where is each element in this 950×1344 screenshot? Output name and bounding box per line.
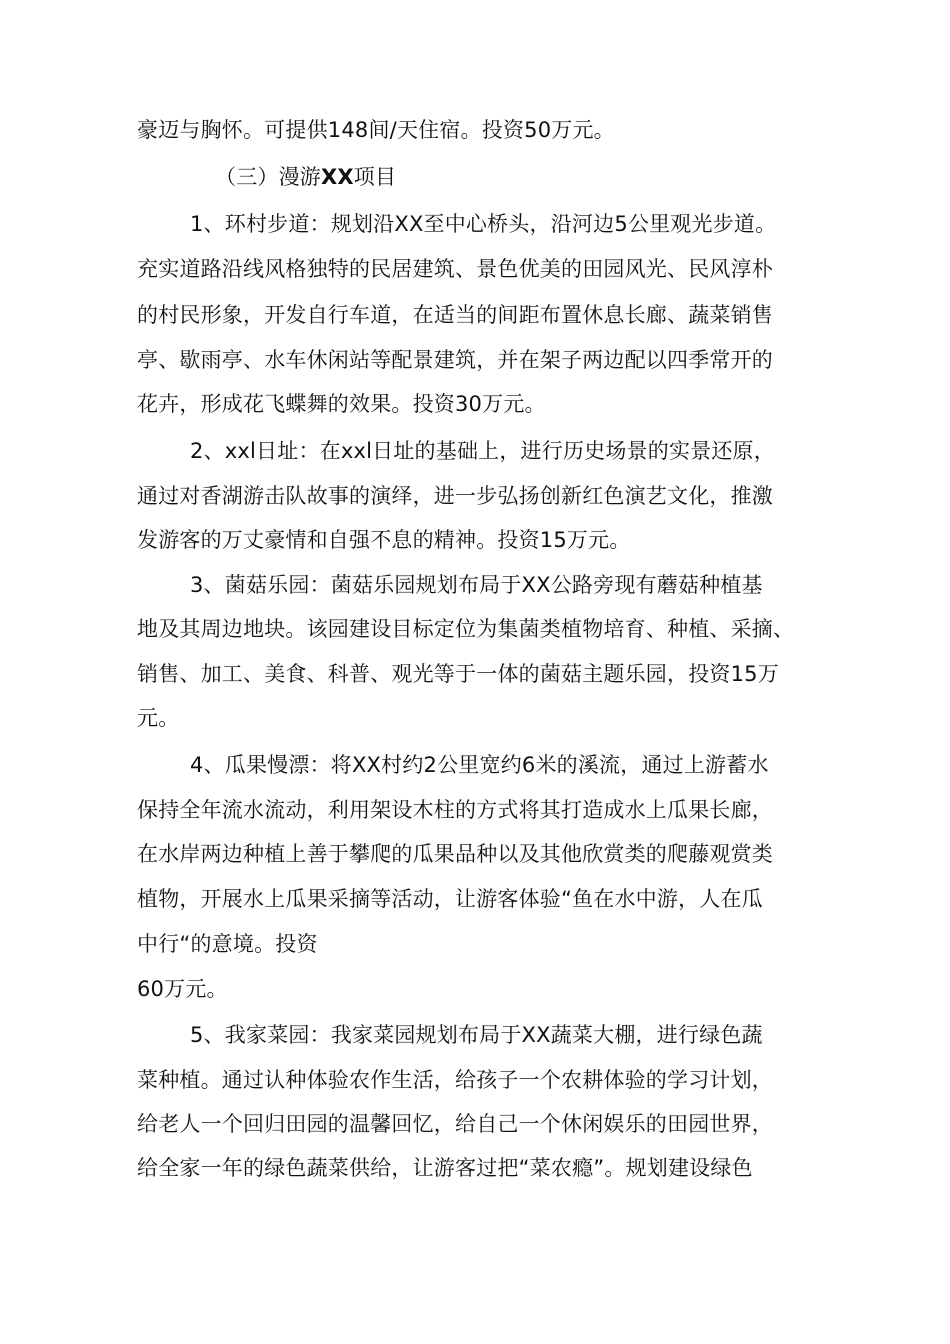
text-line: 4、瓜果慢漂：将XX村约2公里宽约6米的溪流，通过上游蓄水 [190, 753, 769, 777]
text-line: 3、菌菇乐园：菌菇乐园规划布局于XX公路旁现有蘑菇种植基 [190, 573, 763, 597]
text-line: 发游客的万丈豪情和自强不息的精神。投资15万元。 [137, 528, 631, 552]
text-line: 亭、歇雨亭、水车休闲站等配景建筑，并在架子两边配以四季常开的 [137, 348, 773, 372]
text-line: 地及其周边地块。该园建设目标定位为集菌类植物培育、种植、采摘、 [137, 617, 795, 641]
text-line: 豪迈与胸怀。可提供148间/天住宿。投资50万元。 [137, 118, 615, 142]
text-line: 给老人一个回归田园的温馨回忆，给自己一个休闲娱乐的田园世界， [137, 1112, 773, 1136]
text-line: 60万元。 [137, 977, 228, 1001]
text-line: 的村民形象，开发自行车道，在适当的间距布置休息长廊、蔬菜销售 [137, 303, 773, 327]
text-line: 元。 [137, 706, 180, 730]
text-line: 1、环村步道：规划沿XX至中心桥头，沿河边5公里观光步道。 [190, 212, 777, 236]
text-line: 销售、加工、美食、科普、观光等于一体的菌菇主题乐园，投资15万 [137, 662, 779, 686]
heading-prefix: （三）漫游 [215, 165, 321, 189]
section-heading [215, 162, 396, 192]
text-line: 中行“的意境。投资 [137, 932, 318, 956]
text-line: 花卉，形成花飞蝶舞的效果。投资30万元。 [137, 392, 546, 416]
heading-suffix: 项目 [353, 165, 397, 189]
text-line: 2、xxl日址：在xxl日址的基础上，进行历史场景的实景还原， [190, 439, 775, 463]
text-line: 充实道路沿线风格独特的民居建筑、景色优美的田园风光、民风淳朴 [137, 257, 773, 281]
text-line: 植物，开展水上瓜果采摘等活动，让游客体验“鱼在水中游，人在瓜 [137, 887, 763, 911]
heading-bold: XX [321, 165, 354, 189]
text-line: 给全家一年的绿色蔬菜供给，让游客过把“菜农瘾”。规划建设绿色 [137, 1156, 753, 1180]
text-line: 在水岸两边种植上善于攀爬的瓜果品种以及其他欣赏类的爬藤观赏类 [137, 842, 773, 866]
text-line: 保持全年流水流动，利用架设木柱的方式将其打造成水上瓜果长廊， [137, 798, 773, 822]
text-line: 菜种植。通过认种体验农作生活，给孩子一个农耕体验的学习计划， [137, 1068, 773, 1092]
text-line: 通过对香湖游击队故事的演绎，进一步弘扬创新红色演艺文化，推激 [137, 484, 773, 508]
text-line: 5、我家菜园：我家菜园规划布局于XX蔬菜大棚，进行绿色蔬 [190, 1023, 763, 1047]
